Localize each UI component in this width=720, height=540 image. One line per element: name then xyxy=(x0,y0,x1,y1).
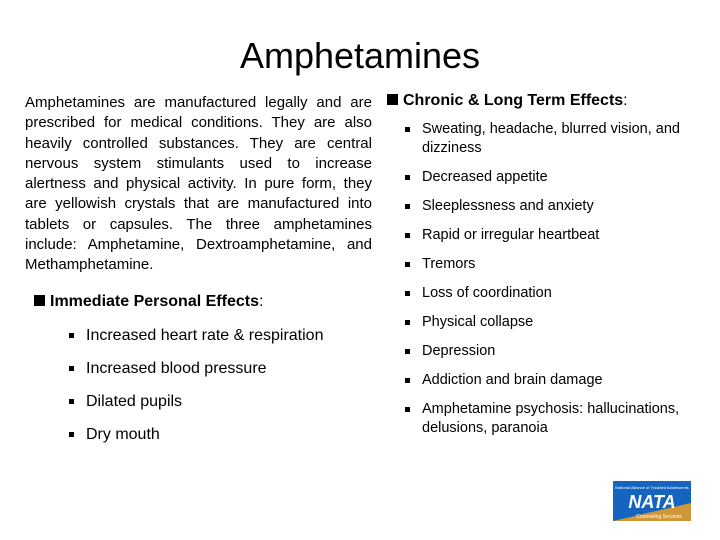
square-bullet-icon xyxy=(69,366,74,371)
square-bullet-icon xyxy=(405,233,410,238)
list-item-text: Sweating, headache, blurred vision, and dizziness xyxy=(422,121,680,156)
list-item xyxy=(405,371,705,390)
square-bullet-icon xyxy=(69,399,74,404)
list-item-text: Sleeplessness and anxiety xyxy=(422,198,594,214)
list-item xyxy=(405,284,705,303)
list-item-text: Dilated pupils xyxy=(86,393,183,410)
intro-paragraph: Amphetamines are manufactured legally and are prescribed for medical conditions. They are also heavily controlled substances. They are central nervous system stimulants used to increase alertness and physical activity. In pure form, they are yellowish crystals that are manufactured into tablets or capsules. The three amphetamines include: Amphetamine, Dextroamphetamine, and Methamphetamine. xyxy=(25,94,372,274)
immediate-effects-heading xyxy=(34,292,263,312)
checkbox-bullet-icon xyxy=(34,295,45,306)
square-bullet-icon xyxy=(405,175,410,180)
immediate-effects-colon: : xyxy=(258,293,264,310)
square-bullet-icon xyxy=(405,291,410,296)
square-bullet-icon xyxy=(69,432,74,437)
square-bullet-icon xyxy=(405,349,410,354)
square-bullet-icon xyxy=(405,127,410,132)
nata-logo-graphic xyxy=(611,479,693,523)
square-bullet-icon xyxy=(405,262,410,267)
checkbox-bullet-icon xyxy=(387,94,398,105)
list-item-text: Rapid or irregular heartbeat xyxy=(422,227,600,243)
slide-title: Amphetamines xyxy=(239,35,481,76)
square-bullet-icon xyxy=(405,407,410,412)
list-item xyxy=(405,168,705,187)
list-item-text: Dry mouth xyxy=(86,426,160,443)
square-bullet-icon xyxy=(69,333,74,338)
immediate-effects-title: Immediate Personal Effects xyxy=(50,293,259,310)
chronic-effects-colon: : xyxy=(623,92,628,109)
list-item xyxy=(405,342,705,361)
list-item-text: Depression xyxy=(422,343,496,359)
chronic-effects-heading xyxy=(387,91,628,111)
chronic-effects-title: Chronic & Long Term Effects xyxy=(403,92,624,109)
list-item-text: Increased blood pressure xyxy=(86,360,267,377)
list-item xyxy=(69,424,329,446)
logo-bottom-text: Counseling Services xyxy=(636,514,682,520)
list-item xyxy=(405,197,705,216)
nata-logo xyxy=(611,479,693,523)
list-item xyxy=(405,120,705,158)
square-bullet-icon xyxy=(405,378,410,383)
immediate-effects-list xyxy=(69,325,329,457)
list-item-text: Tremors xyxy=(422,256,476,272)
list-item xyxy=(405,226,705,245)
chronic-effects-list xyxy=(405,120,705,448)
logo-main-text: NATA xyxy=(628,492,676,512)
list-item-text: Amphetamine psychosis: hallucinations, delusions, paranoia xyxy=(422,401,680,436)
list-item-text: Loss of coordination xyxy=(422,285,552,301)
list-item xyxy=(69,325,329,347)
list-item xyxy=(405,400,705,438)
list-item-text: Decreased appetite xyxy=(422,169,548,185)
list-item xyxy=(405,313,705,332)
list-item-text: Increased heart rate & respiration xyxy=(86,327,324,344)
square-bullet-icon xyxy=(405,320,410,325)
list-item xyxy=(69,358,329,380)
square-bullet-icon xyxy=(405,204,410,209)
logo-small-text: National Alliance of Troubled Adolescents xyxy=(615,485,689,490)
list-item-text: Addiction and brain damage xyxy=(422,372,603,388)
list-item xyxy=(405,255,705,274)
list-item xyxy=(69,391,329,413)
list-item-text: Physical collapse xyxy=(422,314,534,330)
